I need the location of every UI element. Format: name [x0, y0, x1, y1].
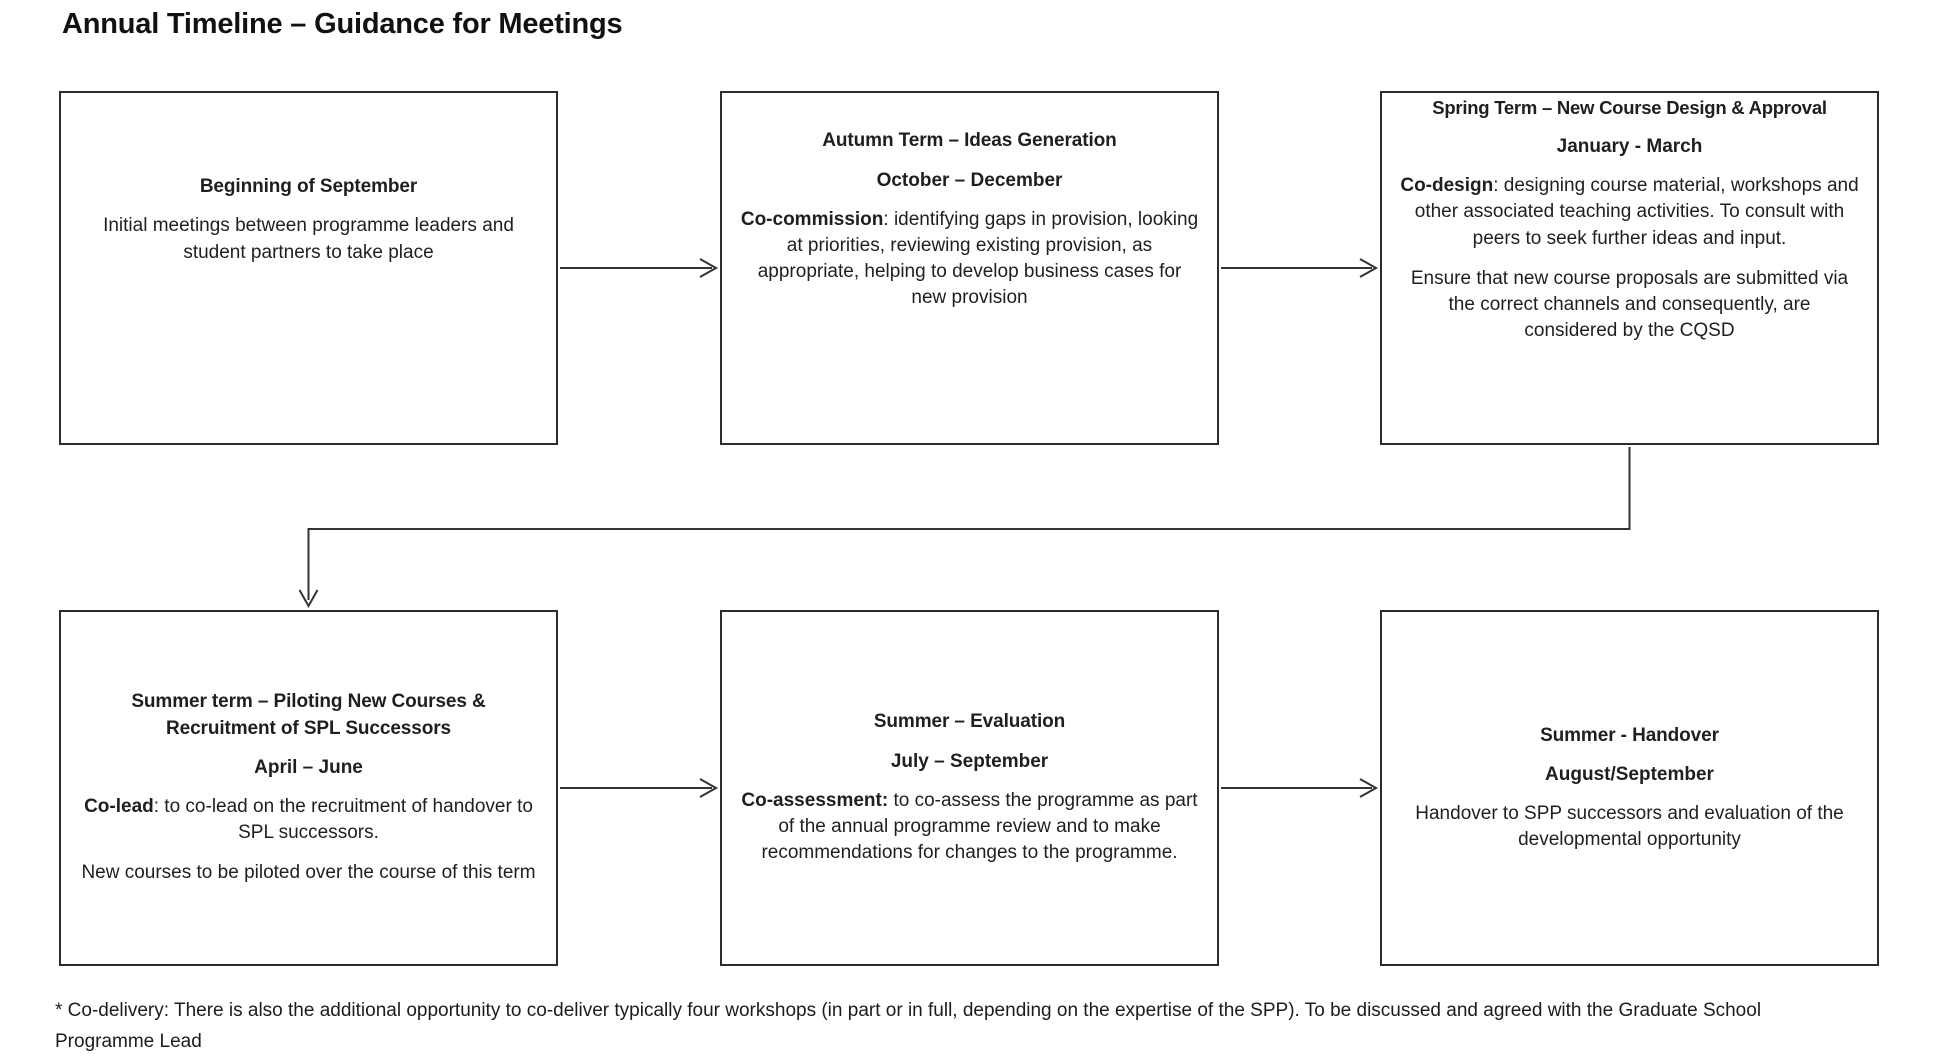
box-heading: Spring Term – New Course Design & Approval	[1432, 97, 1827, 119]
paragraph-text: Ensure that new course proposals are submitted via the correct channels and consequently, are considered by the CQSD	[1410, 267, 1849, 342]
box-paragraph	[1400, 173, 1859, 252]
paragraph-lead: Co-lead	[84, 796, 154, 817]
paragraph-text: : to co-lead on the recruitment of handover to SPL successors.	[153, 796, 533, 844]
arrow-summer-term-to-evaluation	[560, 779, 716, 797]
box-heading: Summer - Handover	[1540, 724, 1719, 746]
box-heading: Autumn Term – Ideas Generation	[822, 130, 1117, 152]
box-date-range: July – September	[890, 750, 1049, 772]
box-summer-evaluation	[720, 610, 1219, 966]
box-paragraph	[79, 794, 538, 846]
arrow-september-to-autumn	[560, 259, 716, 277]
paragraph-text: to co-assess the programme as part of the annual programme review and to make recommendations for changes to the programme.	[761, 789, 1198, 864]
box-heading: Summer term – Piloting New Courses & Recruitment of SPL Successors	[131, 691, 486, 739]
paragraph-text: New courses to be piloted over the course of this term	[81, 862, 536, 884]
footnote: * Co-delivery: There is also the additional opportunity to co-deliver typically four workshops (in part or in full, depending on the expertise of the SPP). To be discussed and agreed with the Graduate School Programme Lead	[55, 1000, 1762, 1053]
connector-spring-to-summer-term	[300, 447, 1630, 606]
box-paragraph	[740, 207, 1199, 312]
box-paragraph	[740, 788, 1199, 867]
box-date-range: January - March	[1556, 136, 1703, 157]
arrow-evaluation-to-handover	[1221, 779, 1376, 797]
box-date-range: August/September	[1545, 763, 1714, 785]
paragraph-text: : identifying gaps in provision, looking at priorities, reviewing existing provision, as appropriate, helping to develop business cases for new provision	[757, 208, 1199, 309]
box-date-range: April – June	[254, 756, 363, 778]
paragraph-lead: Co-assessment:	[741, 789, 889, 811]
page-title: Annual Timeline – Guidance for Meetings	[62, 8, 623, 40]
box-autumn-term-ideas-generation	[720, 91, 1219, 445]
paragraph-text: : designing course material, workshops and other associated teaching activities. To consult with peers to seek further ideas and input.	[1414, 175, 1859, 249]
box-paragraph	[79, 213, 538, 265]
paragraph-lead: Co-commission	[740, 208, 884, 230]
box-paragraph	[1400, 801, 1859, 853]
paragraph-lead: Co-design	[1400, 175, 1494, 197]
paragraph-text: Handover to SPP successors and evaluation of the developmental opportunity	[1415, 803, 1844, 851]
box-summer-handover	[1380, 610, 1879, 966]
box-date-range: October – December	[876, 169, 1063, 191]
box-paragraph	[79, 860, 538, 886]
box-summer-term-piloting-new-courses	[59, 610, 558, 966]
box-heading: Beginning of September	[199, 176, 418, 198]
arrow-autumn-to-spring	[1221, 259, 1376, 277]
box-spring-term-new-course-design-approval	[1380, 91, 1879, 445]
box-paragraph	[1400, 266, 1859, 345]
box-beginning-of-september	[59, 91, 558, 445]
paragraph-text: Initial meetings between programme leaders and student partners to take place	[103, 215, 514, 263]
box-heading: Summer – Evaluation	[873, 711, 1066, 733]
